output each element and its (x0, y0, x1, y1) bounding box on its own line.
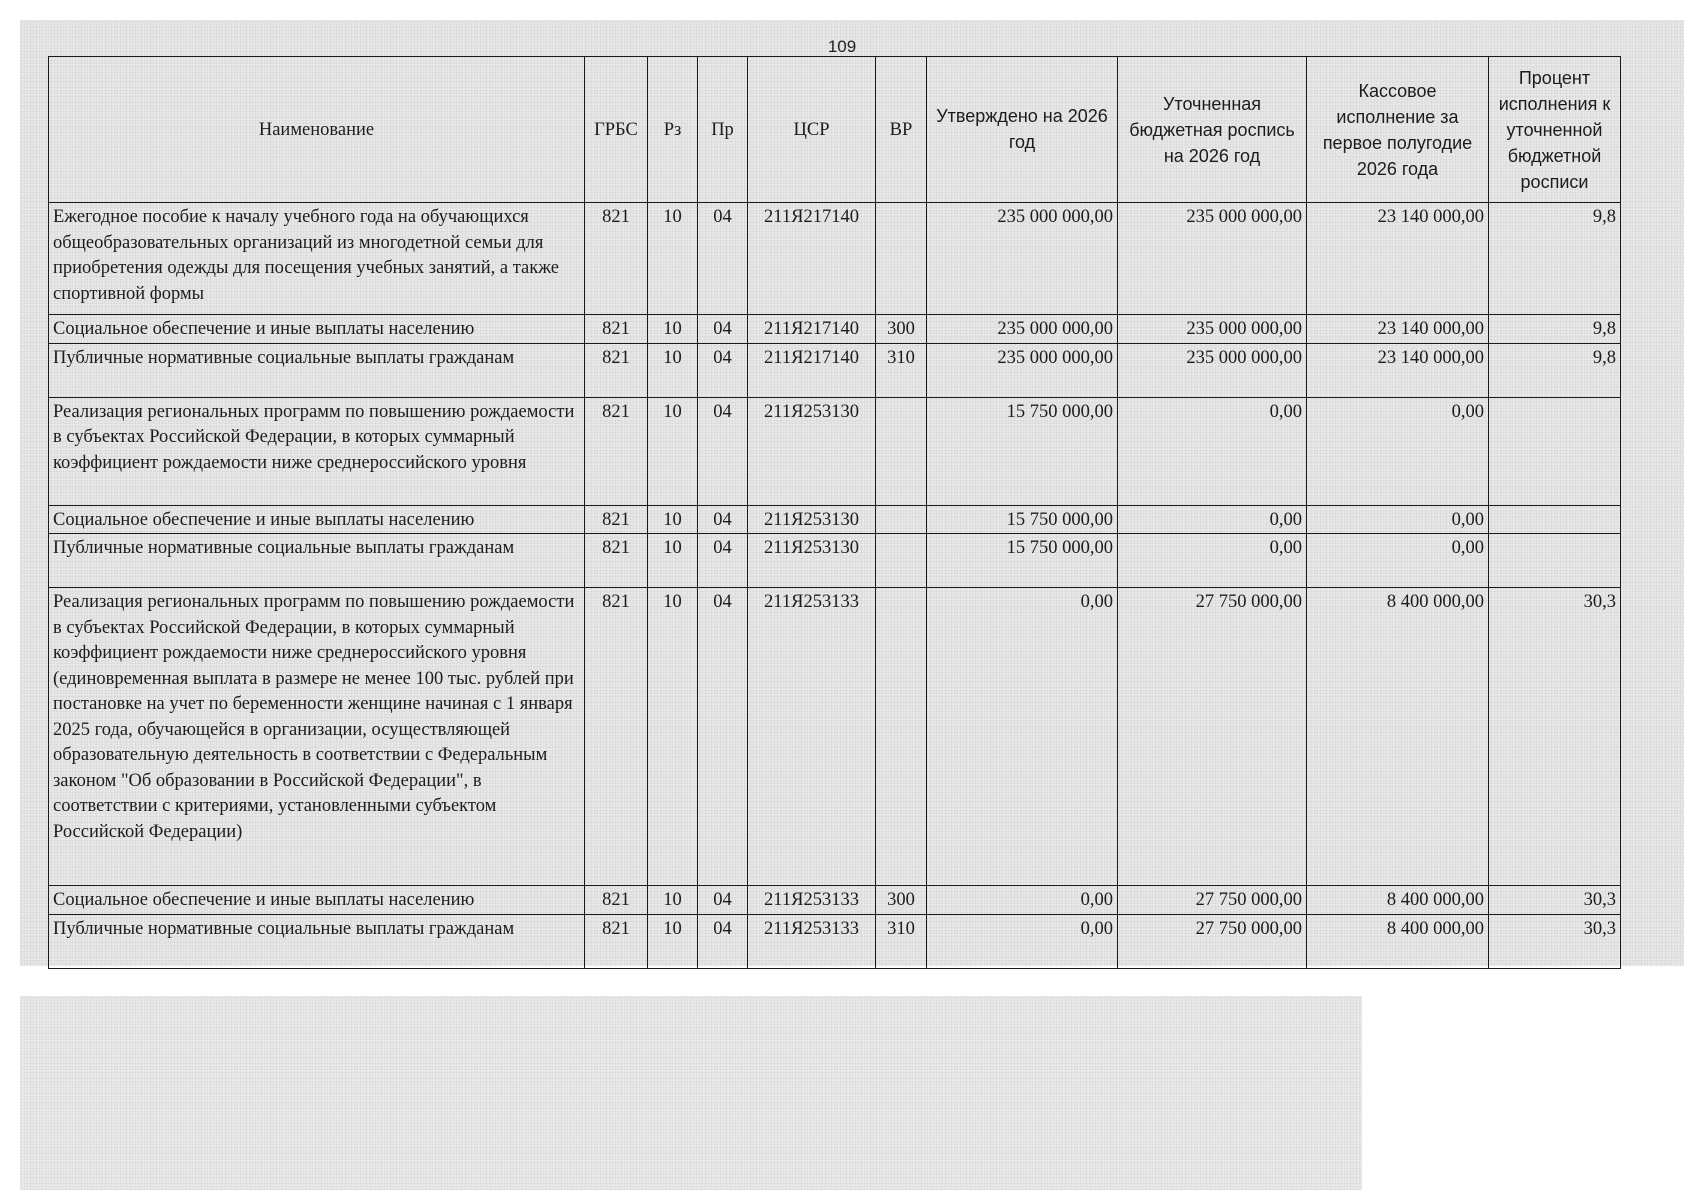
row-approved: 235 000 000,00 (927, 315, 1118, 344)
row-percent: 30,3 (1489, 588, 1621, 886)
row-csr: 211Я253130 (748, 534, 876, 588)
header-csr: ЦСР (748, 57, 876, 203)
row-approved: 235 000 000,00 (927, 203, 1118, 315)
row-cash: 23 140 000,00 (1307, 315, 1489, 344)
row-vr: 310 (876, 914, 927, 968)
row-cash: 0,00 (1307, 534, 1489, 588)
row-percent: 9,8 (1489, 343, 1621, 397)
row-cash: 0,00 (1307, 397, 1489, 505)
row-cash: 8 400 000,00 (1307, 886, 1489, 915)
row-approved: 235 000 000,00 (927, 343, 1118, 397)
row-rz: 10 (648, 203, 698, 315)
row-rz: 10 (648, 343, 698, 397)
row-pr: 04 (698, 886, 748, 915)
row-pr: 04 (698, 397, 748, 505)
row-pr: 04 (698, 534, 748, 588)
row-cash: 8 400 000,00 (1307, 914, 1489, 968)
page-number: 109 (827, 37, 857, 56)
row-percent (1489, 505, 1621, 534)
row-grbs: 821 (585, 914, 648, 968)
row-cash: 23 140 000,00 (1307, 343, 1489, 397)
row-pr: 04 (698, 914, 748, 968)
budget-execution-table (48, 56, 1621, 969)
table-row (49, 534, 1621, 588)
row-approved: 0,00 (927, 588, 1118, 886)
row-rz: 10 (648, 914, 698, 968)
row-rz: 10 (648, 534, 698, 588)
row-vr (876, 203, 927, 315)
row-csr: 211Я253133 (748, 588, 876, 886)
row-rz: 10 (648, 315, 698, 344)
table-row (49, 505, 1621, 534)
row-csr: 211Я217140 (748, 343, 876, 397)
row-name: Публичные нормативные социальные выплаты гражданам (49, 343, 585, 397)
row-refined: 235 000 000,00 (1118, 315, 1307, 344)
row-approved: 0,00 (927, 914, 1118, 968)
row-percent: 30,3 (1489, 914, 1621, 968)
row-refined: 235 000 000,00 (1118, 203, 1307, 315)
header-name: Наименование (49, 57, 585, 203)
header-grbs: ГРБС (585, 57, 648, 203)
row-refined: 0,00 (1118, 534, 1307, 588)
row-cash: 8 400 000,00 (1307, 588, 1489, 886)
scanned-blank-area (20, 996, 1362, 1190)
row-grbs: 821 (585, 886, 648, 915)
row-approved: 15 750 000,00 (927, 534, 1118, 588)
header-cash-execution: Кассовое исполнение за первое полугодие 2026 года (1307, 57, 1489, 203)
row-grbs: 821 (585, 534, 648, 588)
row-vr (876, 505, 927, 534)
row-percent (1489, 397, 1621, 505)
row-vr: 300 (876, 886, 927, 915)
header-refined: Уточненная бюджетная роспись на 2026 год (1118, 57, 1307, 203)
row-percent: 9,8 (1489, 315, 1621, 344)
row-pr: 04 (698, 505, 748, 534)
row-refined: 0,00 (1118, 397, 1307, 505)
row-cash: 0,00 (1307, 505, 1489, 534)
row-refined: 27 750 000,00 (1118, 914, 1307, 968)
row-pr: 04 (698, 315, 748, 344)
row-grbs: 821 (585, 203, 648, 315)
header-rz: Рз (648, 57, 698, 203)
row-name: Социальное обеспечение и иные выплаты населению (49, 886, 585, 915)
row-grbs: 821 (585, 343, 648, 397)
row-csr: 211Я217140 (748, 315, 876, 344)
table-row (49, 397, 1621, 505)
row-percent: 30,3 (1489, 886, 1621, 915)
table-row (49, 886, 1621, 915)
table-row (49, 588, 1621, 886)
row-percent (1489, 534, 1621, 588)
row-pr: 04 (698, 343, 748, 397)
header-approved: Утверждено на 2026 год (927, 57, 1118, 203)
row-name: Реализация региональных программ по повышению рождаемости в субъектах Российской Федерации, в которых суммарный коэффициент рождаемости ниже среднероссийского уровня (единовременная выплата в размере не менее 100 тыс. рублей при постановке на учет по беременности женщине начиная с 1 января 2025 года, обучающейся в организации, осуществляющей образовательную деятельность в соответствии с Федеральным законом "Об образовании в Российской Федерации", в соответствии с критериями, установленными субъектом Российской Федерации) (49, 588, 585, 886)
table-row (49, 343, 1621, 397)
row-pr: 04 (698, 203, 748, 315)
row-vr: 310 (876, 343, 927, 397)
row-csr: 211Я253130 (748, 397, 876, 505)
row-rz: 10 (648, 505, 698, 534)
header-percent: Процент исполнения к уточненной бюджетной росписи (1489, 57, 1621, 203)
row-name: Реализация региональных программ по повышению рождаемости в субъектах Российской Федерации, в которых суммарный коэффициент рождаемости ниже среднероссийского уровня (49, 397, 585, 505)
row-name: Публичные нормативные социальные выплаты гражданам (49, 534, 585, 588)
row-name: Ежегодное пособие к началу учебного года на обучающихся общеобразовательных организаций из многодетной семьи для приобретения одежды для посещения учебных занятий, а также спортивной формы (49, 203, 585, 315)
row-approved: 15 750 000,00 (927, 505, 1118, 534)
row-name: Публичные нормативные социальные выплаты гражданам (49, 914, 585, 968)
row-rz: 10 (648, 397, 698, 505)
row-refined: 27 750 000,00 (1118, 886, 1307, 915)
row-refined: 235 000 000,00 (1118, 343, 1307, 397)
table-row (49, 203, 1621, 315)
table-row (49, 914, 1621, 968)
row-vr (876, 397, 927, 505)
row-csr: 211Я253130 (748, 505, 876, 534)
row-cash: 23 140 000,00 (1307, 203, 1489, 315)
row-refined: 0,00 (1118, 505, 1307, 534)
row-approved: 15 750 000,00 (927, 397, 1118, 505)
table-header-row (49, 57, 1621, 203)
row-approved: 0,00 (927, 886, 1118, 915)
row-vr (876, 588, 927, 886)
row-name: Социальное обеспечение и иные выплаты населению (49, 505, 585, 534)
row-vr: 300 (876, 315, 927, 344)
row-grbs: 821 (585, 315, 648, 344)
row-csr: 211Я253133 (748, 886, 876, 915)
row-grbs: 821 (585, 505, 648, 534)
table-row (49, 315, 1621, 344)
row-percent: 9,8 (1489, 203, 1621, 315)
row-refined: 27 750 000,00 (1118, 588, 1307, 886)
row-pr: 04 (698, 588, 748, 886)
row-rz: 10 (648, 886, 698, 915)
row-vr (876, 534, 927, 588)
header-vr: ВР (876, 57, 927, 203)
header-pr: Пр (698, 57, 748, 203)
row-name: Социальное обеспечение и иные выплаты населению (49, 315, 585, 344)
row-grbs: 821 (585, 397, 648, 505)
row-csr: 211Я217140 (748, 203, 876, 315)
row-csr: 211Я253133 (748, 914, 876, 968)
row-grbs: 821 (585, 588, 648, 886)
row-rz: 10 (648, 588, 698, 886)
